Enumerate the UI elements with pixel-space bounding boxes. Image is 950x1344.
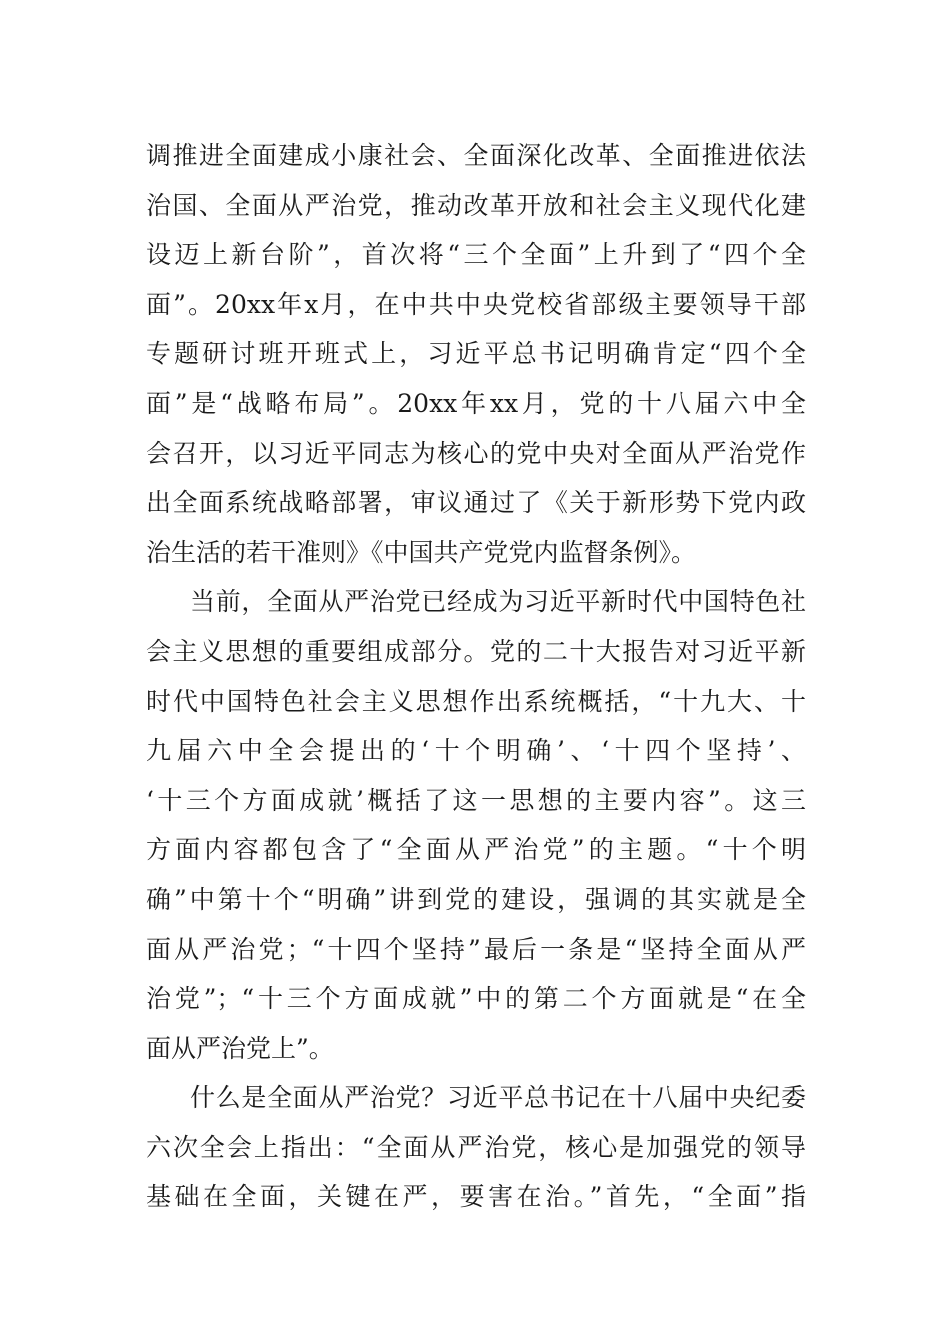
- text-line: 方面内容都包含了“全面从严治党”的主题。“十个明: [146, 835, 806, 865]
- text-line: 九届六中全会提出的‘十个明确’、‘十四个坚持’、: [146, 736, 806, 766]
- text-line: 面从严治党；“十四个坚持”最后一条是“坚持全面从严: [146, 934, 806, 964]
- text-line: 面从严治党上”。: [146, 1033, 334, 1063]
- text-line: 专题研讨班开班式上，习近平总书记明确肯定“四个全: [146, 339, 806, 369]
- text-line: 基础在全面，关键在严，要害在治。”首先，“全面”指: [146, 1182, 806, 1212]
- text-line: 面”。20xx年x月，在中共中央党校省部级主要领导干部: [146, 289, 806, 319]
- text-line: 治党”；“十三个方面成就”中的第二个方面就是“在全: [146, 984, 806, 1014]
- text-line: 会召开，以习近平同志为核心的党中央对全面从严治党作: [146, 438, 806, 468]
- text-line: 会主义思想的重要组成部分。党的二十大报告对习近平新: [146, 636, 806, 666]
- text-line-indented: 当前，全面从严治党已经成为习近平新时代中国特色社: [190, 587, 806, 617]
- text-line: 调推进全面建成小康社会、全面深化改革、全面推进依法: [146, 141, 806, 170]
- body-text: [146, 131, 806, 1222]
- text-line: 时代中国特色社会主义思想作出系统概括，“十九大、十: [146, 686, 806, 716]
- text-line: 确”中第十个“明确”讲到党的建设，强调的其实就是全: [146, 884, 806, 914]
- text-line: 出全面系统战略部署，审议通过了《关于新形势下党内政: [146, 488, 806, 518]
- text-line: 设迈上新台阶”，首次将“三个全面”上升到了“四个全: [146, 240, 806, 270]
- text-line-indented: 什么是全面从严治党？习近平总书记在十八届中央纪委: [190, 1083, 806, 1113]
- text-line: 面”是“战略布局”。20xx年xx月，党的十八届六中全: [146, 388, 806, 418]
- text-line: ‘十三个方面成就’概括了这一思想的主要内容”。这三: [146, 785, 806, 815]
- text-line: 治国、全面从严治党，推动改革开放和社会主义现代化建: [146, 190, 806, 220]
- text-line: 治生活的若干准则》《中国共产党党内监督条例》。: [146, 537, 697, 567]
- text-line: 六次全会上指出：“全面从严治党，核心是加强党的领导: [146, 1132, 806, 1162]
